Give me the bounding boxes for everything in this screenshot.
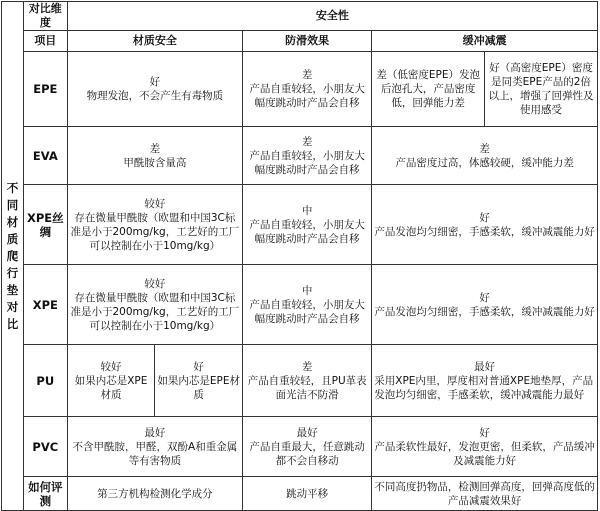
comparison-table [1, 1, 598, 511]
grade: 最好 [144, 426, 166, 439]
detail: 不含甲酰胺，甲醛，双酚A和重金属等有害物质 [72, 440, 238, 467]
grade: 较好 [144, 197, 166, 210]
item-label: 项目 [23, 31, 67, 52]
detail: 产品自重较轻，小朋友大幅度跳动时产品会自移 [249, 218, 365, 245]
col-header-antislip: 防滑效果 [243, 31, 372, 52]
material-cell [67, 185, 242, 265]
grade: 好 [149, 76, 161, 88]
material-cell [67, 417, 242, 477]
cushion-cell [372, 345, 598, 417]
table-row-evaluation [2, 477, 598, 511]
detail: 物理发泡，不会产生有毒物质 [86, 90, 224, 102]
grade: 好 [193, 360, 204, 373]
detail: 甲酰胺含量高 [123, 156, 187, 169]
grade: 好 [479, 291, 490, 304]
grade: 中 [301, 204, 313, 217]
row-name: XPE [23, 265, 67, 345]
row-name: PVC [23, 417, 67, 477]
row-name: XPE丝绸 [23, 185, 67, 265]
side-label: 不同材质爬行垫对比 [2, 2, 24, 511]
detail: 如果内芯是EPE材质 [157, 374, 240, 401]
cushion-cell [372, 185, 598, 265]
detail: 差（低密度EPE）发泡后泡孔大，产品密度低，回弹能力差 [376, 69, 480, 109]
row-name: 如何评测 [23, 477, 67, 511]
grade: 差 [479, 142, 490, 155]
detail: 如果内芯是XPE材质 [74, 374, 148, 401]
antislip-cell [243, 52, 372, 127]
col-header-material: 材质安全 [67, 31, 242, 52]
antislip-cell [243, 265, 372, 345]
material-cell [67, 127, 242, 185]
detail: 产品自重较轻，小朋友大幅度跳动时产品会自移 [249, 149, 365, 176]
grade: 好 [479, 211, 490, 224]
row-name: EPE [23, 52, 67, 127]
cushion-cell [372, 265, 598, 345]
detail: 产品柔软性最好，发泡更密，但柔软，产品缓冲及减震能力好 [374, 440, 595, 467]
antislip-cell [243, 185, 372, 265]
grade: 最好 [296, 426, 318, 439]
grade: 较好 [144, 277, 166, 290]
detail: 产品发泡均匀细密，手感柔软，缓冲减震能力好 [374, 305, 595, 318]
material-cell-xpe-core [67, 345, 155, 417]
cushion-cell [372, 417, 598, 477]
detail: 好（高密度EPE）密度是同类EPE产品的2倍以上，增强了回弹性及使用感受 [488, 62, 594, 116]
cushion-eval-cell: 不同高度扔物品，检测回弹高度，回弹高度低的产品减震效果好 [372, 477, 598, 511]
row-name: EVA [23, 127, 67, 185]
table-row-epe [2, 52, 598, 127]
detail: 产品自重较轻，小朋友大幅度跳动时产品会自移 [249, 298, 365, 325]
safety-label: 安全性 [67, 2, 597, 31]
antislip-eval-cell: 跳动平移 [243, 477, 372, 511]
dimension-label: 对比维度 [23, 2, 67, 31]
detail: 采用XPE内里，厚度相对普通XPE地垫厚，产品发泡均匀细密，手感柔软，缓冲减震能力最好 [374, 374, 594, 401]
detail: 存在微量甲酰胺（欧盟和中国3C标准是小于200mg/kg，工艺好的工厂可以控制在小于10mg/kg） [70, 211, 240, 252]
grade: 差 [301, 360, 313, 373]
detail: 产品自重最大，任意跳动都不会自移动 [249, 440, 365, 467]
cushion-high-density-cell [485, 52, 598, 127]
antislip-cell [243, 417, 372, 477]
table-row-pvc [2, 417, 598, 477]
cushion-cell [372, 127, 598, 185]
material-eval-cell: 第三方机构检测化学成分 [67, 477, 242, 511]
grade: 最好 [474, 360, 496, 373]
material-cell-epe-core [155, 345, 243, 417]
grade: 中 [301, 284, 313, 297]
table-row-pu [2, 345, 598, 417]
detail: 存在微量甲酰胺（欧盟和中国3C标准是小于200mg/kg，工艺好的工厂可以控制在小于10mg/kg） [70, 291, 240, 332]
table-row-xpe [2, 265, 598, 345]
cushion-low-density-cell [372, 52, 485, 127]
detail: 产品密度过高，体感较硬，缓冲能力差 [395, 156, 574, 169]
table-row-xpe-silk [2, 185, 598, 265]
detail: 产品自重较轻，小朋友大幅度跳动时产品会自移 [249, 83, 365, 109]
material-cell [67, 265, 242, 345]
row-name: PU [23, 345, 67, 417]
antislip-cell [243, 127, 372, 185]
detail: 产品发泡均匀细密，手感柔软，缓冲减震能力好 [374, 225, 595, 238]
grade: 差 [301, 69, 313, 81]
table-row-eva [2, 127, 598, 185]
grade: 差 [149, 142, 161, 155]
grade: 差 [301, 135, 313, 148]
material-cell [67, 52, 242, 127]
grade: 较好 [100, 360, 122, 373]
grade: 好 [479, 426, 490, 439]
col-header-cushion: 缓冲减震 [372, 31, 598, 52]
detail: 产品自重较轻，且PU革表面光洁不防滑 [247, 374, 367, 401]
antislip-cell [243, 345, 372, 417]
